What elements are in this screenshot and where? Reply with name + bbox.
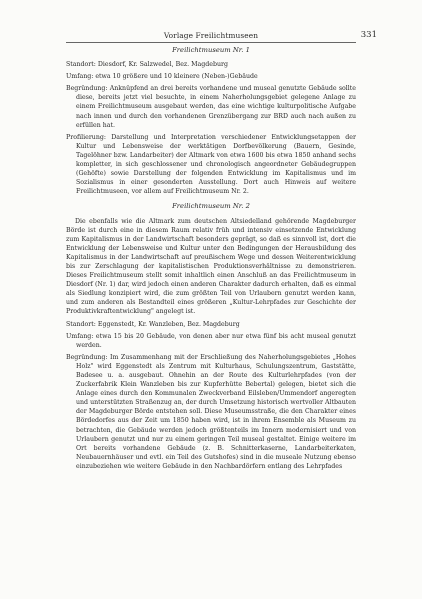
body-text [66, 46, 356, 474]
running-header [66, 31, 356, 40]
museum-1-umfang: Umfang: etwa 10 größere und 10 kleinere (Neben-)Gebäude [66, 73, 258, 81]
page-number: 331 [360, 30, 377, 40]
museum-1-standort: Standort: Diesdorf, Kr. Salzwedel, Bez. Magdeburg [66, 61, 228, 69]
museum-2-intro: Die ebenfalls wie die Altmark zum deutschen Altsiedelland gehörende Magdeburger Börde ist durch eine in diesem Raum relativ früh und intensiv einsetzende Entwicklung zum Kapitalismus in der Landwirtschaft besonders geprägt, so daß es sinnvoll ist, dort die Entwicklung der Lebensweise und Kultur unter den Bedingungen der Herausbildung des Kapitalismus in der Landwirtschaft auf preußischem Wege und dessen Weiterentwicklung bis zur Zerschlagung der kapitalistischen Produktionsverhältnisse zu demonstrieren. Dieses Freilichtmuseum stellt somit inhaltlich einen Anschluß an das Freilichtmuseum in Diesdorf (Nr. 1) dar, wird jedoch einen anderen Charakter dadurch erhalten, daß es einmal als Siedlung konzipiert wird, die zum größten Teil von Urlaubern genutzt werden kann, und zum anderen als Bestandteil eines größeren „Kultur-Lehrpfades zur Geschichte der Produktivkraftentwicklung" angelegt ist. [66, 217, 356, 316]
museum-2-umfang: Umfang: etwa 15 bis 20 Gebäude, von denen aber nur etwa fünf bis acht museal genutzt werden. [66, 332, 356, 349]
museum-1-heading: Freilichtmuseum Nr. 1 [172, 46, 250, 54]
museum-1-begruendung: Begründung: Anknüpfend an drei bereits vorhandene und museal genutzte Gebäude sollte diese, bereits jetzt viel besuchte, in einem Naherholungsgebiet gelegene Anlage zu einem Freilichtmuseum ausgebaut werden, das eine wichtige kulturpolitische Aufgabe nach innen und durch den vorhandenen Grenzübergang zur BRD auch nach außen zu erfüllen hat. [66, 85, 356, 129]
museum-1-profilierung: Profilierung: Darstellung und Interpretation verschiedener Entwicklungsetappen der Kultur und Lebensweise der werktätigen Dorfbevölkerung (Bauern, Gesinde, Tagelöhner bzw. Landarbeiter) der Altmark von etwa 1600 bis etwa 1850 anhand sechs kompletter, in sich geschlossener und chronologisch angeordneter Gebäudegruppen (Gehöfte) sowie Darstellung der folgenden Entwicklung im Kapitalismus und im Sozialismus in einer gesonderten Ausstellung. Dort auch Hinweis auf weitere Freilichtmuseen, vor allem auf Freilichtmuseum Nr. 2. [66, 133, 356, 196]
running-header-title: Vorlage Freilichtmuseen [163, 31, 259, 40]
museum-2-begruendung: Begründung: Im Zusammenhang mit der Erschließung des Naherholungsgebietes „Hohes Holz" wird Eggenstedt als Zentrum mit Kulturhaus, Schulungszentrum, Gaststätte, Badesee u. a. ausgebaut. Ohnehin an der Route des Kulturlehrpfades (von der Zuckerfabrik Klein Wanzleben bis zur Kupferhütte Bebertal) gelegen, bietet sich die Anlage eines durch den Kommunalen Zweckverband Eilsleben/Ummendorf angeregten und unterstützten Straßenzug an, der durch Umsetzung historisch wertvoller Altbauten der Magdeburger Börde entstehen soll. Diese Museumsstraße, die den Charakter eines Bördedorfes aus der Zeit um 1850 haben wird, ist in ihrem Ensemble als Museum zu betrachten, die Gebäude werden jedoch größtenteils im Innern modernisiert und von Urlaubern genutzt und nur zu einem geringen Teil museal gestaltet. Einige weitere im Ort bereits vorhandene Gebäude (z. B. Schnitterkaserne, Landarbeiterkaten, Neubauernhäuser und evtl. ein Teil des Gutshofes) sind in die museale Nutzung ebenso einzubeziehen wie weitere Gebäude in den Nachbardörfern entlang des Lehrpfades [66, 353, 356, 470]
museum-2-heading: Freilichtmuseum Nr. 2 [172, 202, 250, 211]
header-rule [66, 42, 356, 43]
museum-2-standort: Standort: Eggenstedt, Kr. Wanzleben, Bez. Magdeburg [66, 320, 240, 328]
